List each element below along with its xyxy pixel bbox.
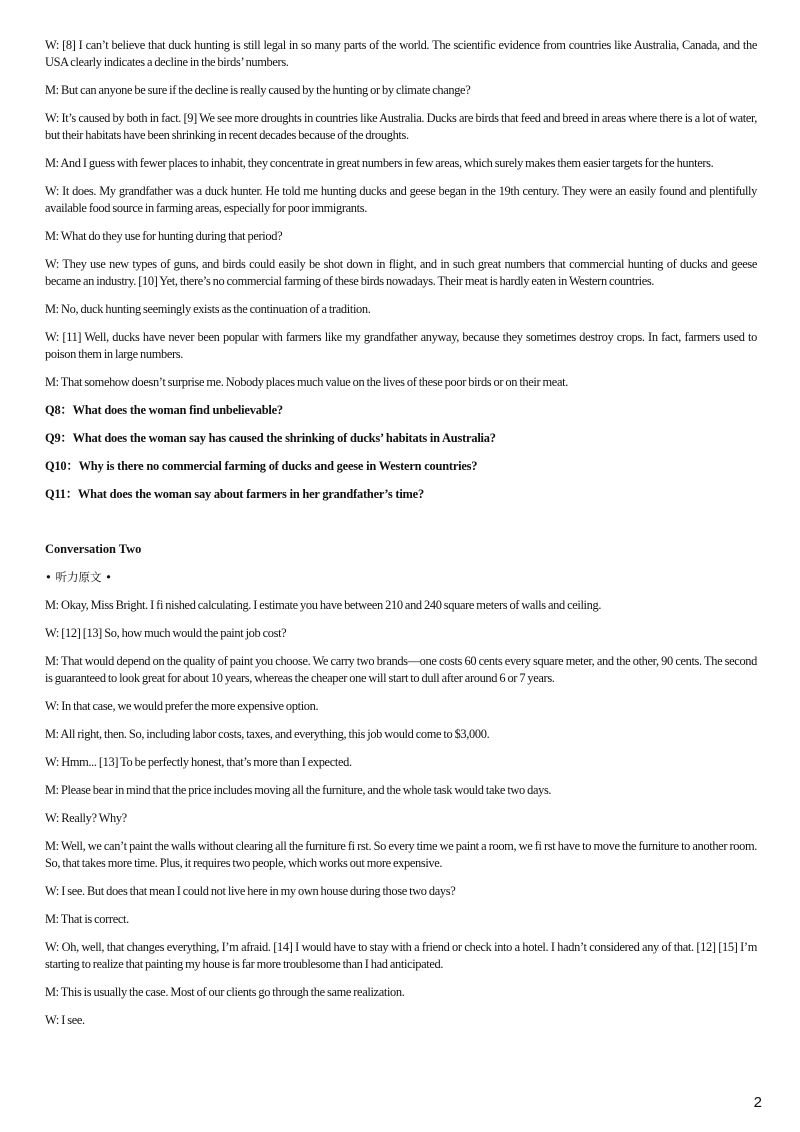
dialogue-line: M: Okay, Miss Bright. I fi nished calculating. I estimate you have between 210 and 240 square meters of walls and ceiling. — [45, 598, 602, 612]
document-page — [45, 37, 757, 1040]
dialogue-line: W: [12] [13] So, how much would the paint job cost? — [45, 626, 287, 640]
dialogue-line: W: [11] Well, ducks have never been popular with farmers like my grandfather anyway, because they sometimes destroy crops. In fact, farmers used to poison them in large numbers. — [45, 330, 757, 361]
dialogue-line: W: They use new types of guns, and birds could easily be shot down in flight, and in such great numbers that commercial hunting of ducks and geese became an industry. [10] Yet, there’s no commercial farming of these birds nowadays. Their meat is hardly eaten in Western countries. — [45, 257, 757, 288]
transcript-label: • 听力原文 • — [45, 570, 112, 584]
dialogue-line: M: What do they use for hunting during that period? — [45, 229, 283, 243]
dialogue-line: M: This is usually the case. Most of our clients go through the same realization. — [45, 985, 405, 999]
dialogue-line: W: Oh, well, that changes everything, I’m afraid. [14] I would have to stay with a friend or check into a hotel. I hadn’t considered any of that. [12] [15] I’m starting to realize that painting my house is far more troublesome than I had anticipated. — [45, 940, 757, 971]
page-number: 2 — [753, 1094, 762, 1111]
dialogue-line: W: I see. But does that mean I could not live here in my own house during those two days? — [45, 884, 456, 898]
dialogue-line: W: It does. My grandfather was a duck hunter. He told me hunting ducks and geese began in the 19th century. They were an easily found and plentifully available food source in farming areas, especially for poor immigrants. — [45, 184, 757, 215]
dialogue-line: M: That somehow doesn’t surprise me. Nobody places much value on the lives of these poor birds or on their meat. — [45, 375, 568, 389]
conversation-one-section — [45, 37, 757, 503]
conversation-two-section — [45, 541, 757, 1029]
dialogue-line: W: Really? Why? — [45, 811, 127, 825]
dialogue-line: M: No, duck hunting seemingly exists as the continuation of a tradition. — [45, 302, 371, 316]
question-q10: Q10：Why is there no commercial farming of ducks and geese in Western countries? — [45, 459, 478, 473]
dialogue-line: M: And I guess with fewer places to inhabit, they concentrate in great numbers in few areas, which surely makes them easier targets for the hunters. — [45, 156, 714, 170]
question-q9: Q9：What does the woman say has caused the shrinking of ducks’ habitats in Australia? — [45, 431, 496, 445]
dialogue-line: M: Well, we can’t paint the walls without clearing all the furniture fi rst. So every time we paint a room, we fi rst have to move the furniture to another room. So, that takes more time. Plus, it requires two people, which works out more expensive. — [45, 839, 757, 870]
dialogue-line: W: [8] I can’t believe that duck hunting is still legal in so many parts of the world. The scientific evidence from countries like Australia, Canada, and the USA clearly indicates a decline in the birds’ numbers. — [45, 38, 757, 69]
dialogue-line: W: In that case, we would prefer the more expensive option. — [45, 699, 319, 713]
question-q8: Q8：What does the woman find unbelievable? — [45, 403, 283, 417]
dialogue-line: M: That is correct. — [45, 912, 129, 926]
dialogue-line: W: I see. — [45, 1013, 85, 1027]
section-heading: Conversation Two — [45, 542, 142, 556]
dialogue-line: M: That would depend on the quality of paint you choose. We carry two brands—one costs 60 cents every square meter, and the other, 90 cents. The second is guaranteed to look great for about 10 years, whereas the cheaper one will start to dull after around 6 or 7 years. — [45, 654, 757, 685]
dialogue-line: W: Hmm... [13] To be perfectly honest, that’s more than I expected. — [45, 755, 352, 769]
dialogue-line: M: All right, then. So, including labor costs, taxes, and everything, this job would come to $3,000. — [45, 727, 490, 741]
dialogue-line: W: It’s caused by both in fact. [9] We see more droughts in countries like Australia. Ducks are birds that feed and breed in areas where there is a lot of water, but their habitats have been shrinking in recent decades because of the droughts. — [45, 111, 757, 142]
dialogue-line: M: But can anyone be sure if the decline is really caused by the hunting or by climate change? — [45, 83, 471, 97]
dialogue-line: M: Please bear in mind that the price includes moving all the furniture, and the whole task would take two days. — [45, 783, 552, 797]
question-q11: Q11：What does the woman say about farmers in her grandfather’s time? — [45, 487, 424, 501]
